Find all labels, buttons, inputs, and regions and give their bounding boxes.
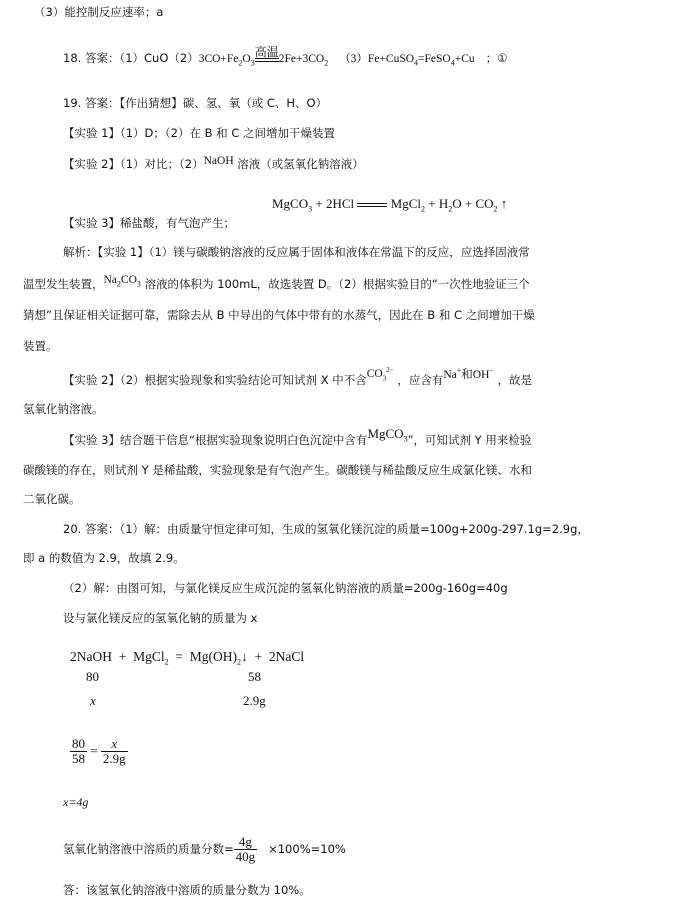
q18-eq3: （3）Fe+CuSO bbox=[339, 53, 415, 65]
analysis1-c: 猜想”且保证相关证据可靠，需除去从 B 中导出的气体中带有的水蒸气，因此在 B 和 C 之间增加干燥 bbox=[23, 308, 535, 322]
frac-den-1: 58 bbox=[72, 751, 85, 766]
analysis2-c: ，故是 bbox=[497, 373, 533, 387]
q18-answer: 18. 答案：$(1)CuO(2)3CO+Fe_2O_3$ 高温 $2Fe+3CO_2$ （3）Fe+CuSO$_4$=FeSO$_4$+Cu ；① bbox=[63, 45, 508, 68]
q20-mass-fraction bbox=[63, 835, 346, 864]
q18-eq2-left: 3CO+Fe bbox=[198, 53, 239, 65]
q20-r2-a: x bbox=[90, 693, 96, 708]
q20-line2: 即 a 的数值为 2.9，故填 2.9。 bbox=[23, 551, 185, 565]
q18-prefix: 18. 答案：（1）CuO（2） bbox=[63, 51, 199, 65]
q20-x-result: x=4g bbox=[63, 795, 89, 809]
analysis2-a-text: 【实验 2】（2）根据实验现象和实验结论可知试剂 X 中不含 bbox=[63, 373, 367, 387]
mgco3-formula: MgCO bbox=[272, 196, 309, 211]
naoh-formula: NaOH bbox=[203, 155, 234, 167]
q20-eq-mid: = Mg(OH) bbox=[168, 649, 237, 664]
q19-exp2-a: 【实验 2】（1）对比；（2） bbox=[63, 157, 204, 171]
q18-condition: 高温 bbox=[255, 46, 279, 62]
analysis2-a: 【实验 2】（2）根据实验现象和实验结论可知试剂 X 中不含$CO_3^{2-}$ ，应含有Na+和OH− ，故是 bbox=[63, 366, 533, 387]
analysis2-b: ，应含有 bbox=[397, 373, 444, 387]
q18-circle: ；① bbox=[485, 51, 508, 65]
q19-exp3: 【实验 3】稀盐酸，有气泡产生； bbox=[63, 216, 235, 230]
q20-proportion: $\frac{80}{58}$ = $\frac{x}{2.9g}$ bbox=[72, 736, 126, 766]
analysis1-a: 解析：【实验 1】（1）镁与碳酸钠溶液的反应属于固体和液体在常温下的反应，应选择固液常 bbox=[63, 245, 530, 259]
q19-answer: 19. 答案：【作出猜想】碳、氢、氧（或 C、H、O） bbox=[63, 96, 328, 110]
q20-r1-b: 58 bbox=[248, 669, 261, 684]
mf-tail: ×100%=10% bbox=[268, 842, 346, 856]
q19-exp2 bbox=[63, 156, 364, 173]
q20-eq-end: ↓ + 2NaCl bbox=[240, 649, 305, 664]
analysis1-b2: 溶液的体积为 100mL，故选装置 D。（2）根据实验目的“一次性地验证三个 bbox=[144, 277, 530, 291]
frac-den-2: 2.9g bbox=[102, 751, 126, 766]
q17-line3: （3）能控制反应速率；a bbox=[34, 5, 164, 19]
frac-num-2: x bbox=[101, 737, 128, 752]
q18-eq3-mid: =FeSO bbox=[418, 53, 451, 65]
q18-eq2-right: 2Fe+3CO bbox=[278, 53, 325, 65]
q20-final: 答：该氢氧化钠溶液中溶质的质量分数为 10%。 bbox=[63, 883, 311, 897]
mf-num: 4g bbox=[234, 835, 258, 850]
q20-r2-b: 2.9g bbox=[243, 693, 266, 708]
mass-frac-label: 氢氧化钠溶液中溶质的质量分数= bbox=[63, 842, 234, 856]
analysis3-c: 碳酸镁的存在，则试剂 Y 是稀盐酸，实验现象是有气泡产生。碳酸镁与稀盐酸反应生成氯化镁、水和 bbox=[23, 463, 532, 477]
analysis1-d: 装置。 bbox=[23, 339, 58, 353]
analysis1-b1: 温型发生装置， bbox=[23, 277, 104, 291]
analysis2-d: 氢氧化钠溶液。 bbox=[23, 402, 104, 416]
q20-equation: 2NaOH + MgCl$_2$ = $Mg(OH)_2↓$ + 2NaCl bbox=[70, 649, 305, 667]
q20-line4: 设与氯化镁反应的氢氧化钠的质量为 x bbox=[63, 611, 258, 625]
q19-equation: MgCO$_3$ + 2HCl MgCl$_2$ + $H_2O + CO_2$ ↑ bbox=[272, 196, 508, 214]
q18-eq3-end: +Cu bbox=[454, 53, 475, 65]
analysis1-b: 温型发生装置，$Na_2CO_3$ 溶液的体积为 100mL，故选装置 D。（2）根据实验目的“一次性地验证三个 bbox=[23, 274, 530, 291]
q19-exp2-b: 溶液（或氢氧化钠溶液） bbox=[237, 157, 364, 171]
analysis3-a: 【实验 3】结合题干信息“根据实验现象说明白色沉淀中含有MgCO$_3$”，可知试剂 Y 用来检验 bbox=[63, 426, 532, 447]
mf-den: 40g bbox=[235, 849, 256, 864]
q20-eq-left: 2NaOH + MgCl bbox=[70, 649, 165, 664]
q20-r1-a: 80 bbox=[86, 669, 99, 684]
analysis3-b: ”，可知试剂 Y 用来检验 bbox=[407, 433, 532, 447]
frac-num-1: 80 bbox=[72, 736, 85, 751]
q19-exp1: 【实验 1】（1）D；（2）在 B 和 C 之间增加干燥装置 bbox=[63, 126, 335, 140]
analysis3-d: 二氧化碳。 bbox=[23, 492, 81, 506]
q20-line1: 20. 答案：（1）解：由质量守恒定律可知，生成的氢氧化镁沉淀的质量=100g+200g-297.1g=2.9g， bbox=[63, 522, 589, 536]
q20-line3: （2）解：由图可知，与氯化镁反应生成沉淀的氢氧化钠溶液的质量=200g-160g=40g bbox=[63, 581, 508, 595]
analysis3-a-text: 【实验 3】结合题干信息“根据实验现象说明白色沉淀中含有 bbox=[63, 433, 368, 447]
